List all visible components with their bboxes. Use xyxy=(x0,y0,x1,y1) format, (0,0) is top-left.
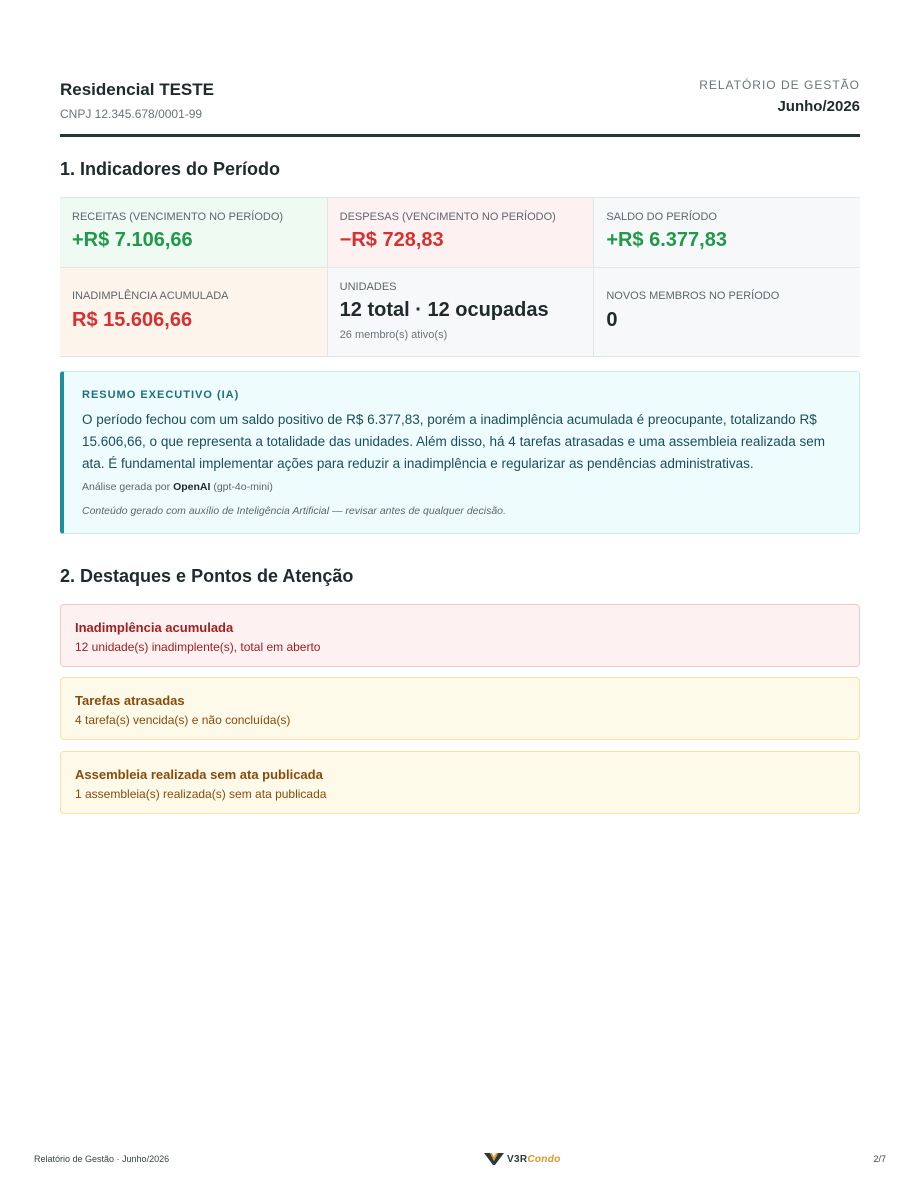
kpi-saldo xyxy=(593,198,860,267)
page-number: 2/7 xyxy=(873,1154,886,1164)
report-period: Junho/2026 xyxy=(777,98,860,115)
footer-text: Relatório de Gestão · Junho/2026 xyxy=(34,1154,170,1164)
summary-title: RESUMO EXECUTIVO (IA) xyxy=(82,389,240,401)
kpi-label: RECEITAS (VENCIMENTO NO PERÍODO) xyxy=(72,211,284,223)
summary-disclaimer: Conteúdo gerado com auxílio de Inteligência Artificial — revisar antes de qualquer decisão. xyxy=(82,505,506,517)
page-footer xyxy=(34,1153,886,1167)
alert-description: 1 assembleia(s) realizada(s) sem ata publicada xyxy=(75,787,327,801)
logo-main: V3R xyxy=(507,1153,528,1165)
summary-provider: OpenAI xyxy=(173,481,211,493)
kpi-value: 0 xyxy=(606,309,618,331)
executive-summary xyxy=(60,371,860,534)
logo-accent: Condo xyxy=(527,1153,561,1165)
alert-assembleia xyxy=(60,751,860,814)
section-title-highlights: 2. Destaques e Pontos de Atenção xyxy=(60,566,354,586)
summary-meta xyxy=(82,481,273,493)
kpi-inadimplencia xyxy=(60,268,327,356)
kpi-receitas xyxy=(60,198,327,267)
summary-model: (gpt-4o-mini) xyxy=(213,481,273,493)
alert-title: Inadimplência acumulada xyxy=(75,620,234,635)
alert-inadimplencia xyxy=(60,604,860,667)
kpi-value: +R$ 7.106,66 xyxy=(72,229,193,251)
kpi-despesas xyxy=(327,198,594,267)
kpi-label: DESPESAS (VENCIMENTO NO PERÍODO) xyxy=(339,211,556,223)
kpi-label: UNIDADES xyxy=(339,281,397,293)
kpi-label: INADIMPLÊNCIA ACUMULADA xyxy=(72,290,229,302)
alert-description: 4 tarefa(s) vencida(s) e não concluída(s) xyxy=(75,713,291,727)
logo-text xyxy=(507,1154,561,1165)
kpi-value: −R$ 728,83 xyxy=(339,229,444,251)
summary-text: O período fechou com um saldo positivo de R$ 6.377,83, porém a inadimplência acumulada é preocupante, totalizando R$ 15.606,66, o que representa a totalidade das unidades. Além disso, há 4 tarefas atrasadas e uma assembleia realizada sem ata. É fundamental implementar ações para reduzir a inadimplência e regularizar as pendências administrativas. xyxy=(82,412,825,471)
indicators-grid xyxy=(60,197,860,357)
section-title-indicators: 1. Indicadores do Período xyxy=(60,159,281,179)
kpi-label: SALDO DO PERÍODO xyxy=(606,211,717,223)
report-header xyxy=(60,78,860,137)
report-label: RELATÓRIO DE GESTÃO xyxy=(699,78,860,92)
kpi-novos-membros xyxy=(593,268,860,356)
kpi-unidades xyxy=(327,268,594,356)
alert-description: 12 unidade(s) inadimplente(s), total em aberto xyxy=(75,640,321,654)
alert-title: Assembleia realizada sem ata publicada xyxy=(75,767,323,782)
alert-title: Tarefas atrasadas xyxy=(75,693,185,708)
kpi-subtext: 26 membro(s) ativo(s) xyxy=(339,329,448,341)
brand-logo xyxy=(484,1151,561,1167)
kpi-label: NOVOS MEMBROS NO PERÍODO xyxy=(606,290,780,302)
kpi-value: 12 total · 12 ocupadas xyxy=(339,299,549,321)
condo-cnpj: CNPJ 12.345.678/0001-99 xyxy=(60,107,203,121)
logo-icon xyxy=(484,1152,504,1166)
kpi-value: R$ 15.606,66 xyxy=(72,309,193,331)
summary-meta-prefix: Análise gerada por xyxy=(82,481,171,493)
kpi-value: +R$ 6.377,83 xyxy=(606,229,727,251)
condo-name: Residencial TESTE xyxy=(60,80,214,99)
alert-tarefas xyxy=(60,677,860,740)
